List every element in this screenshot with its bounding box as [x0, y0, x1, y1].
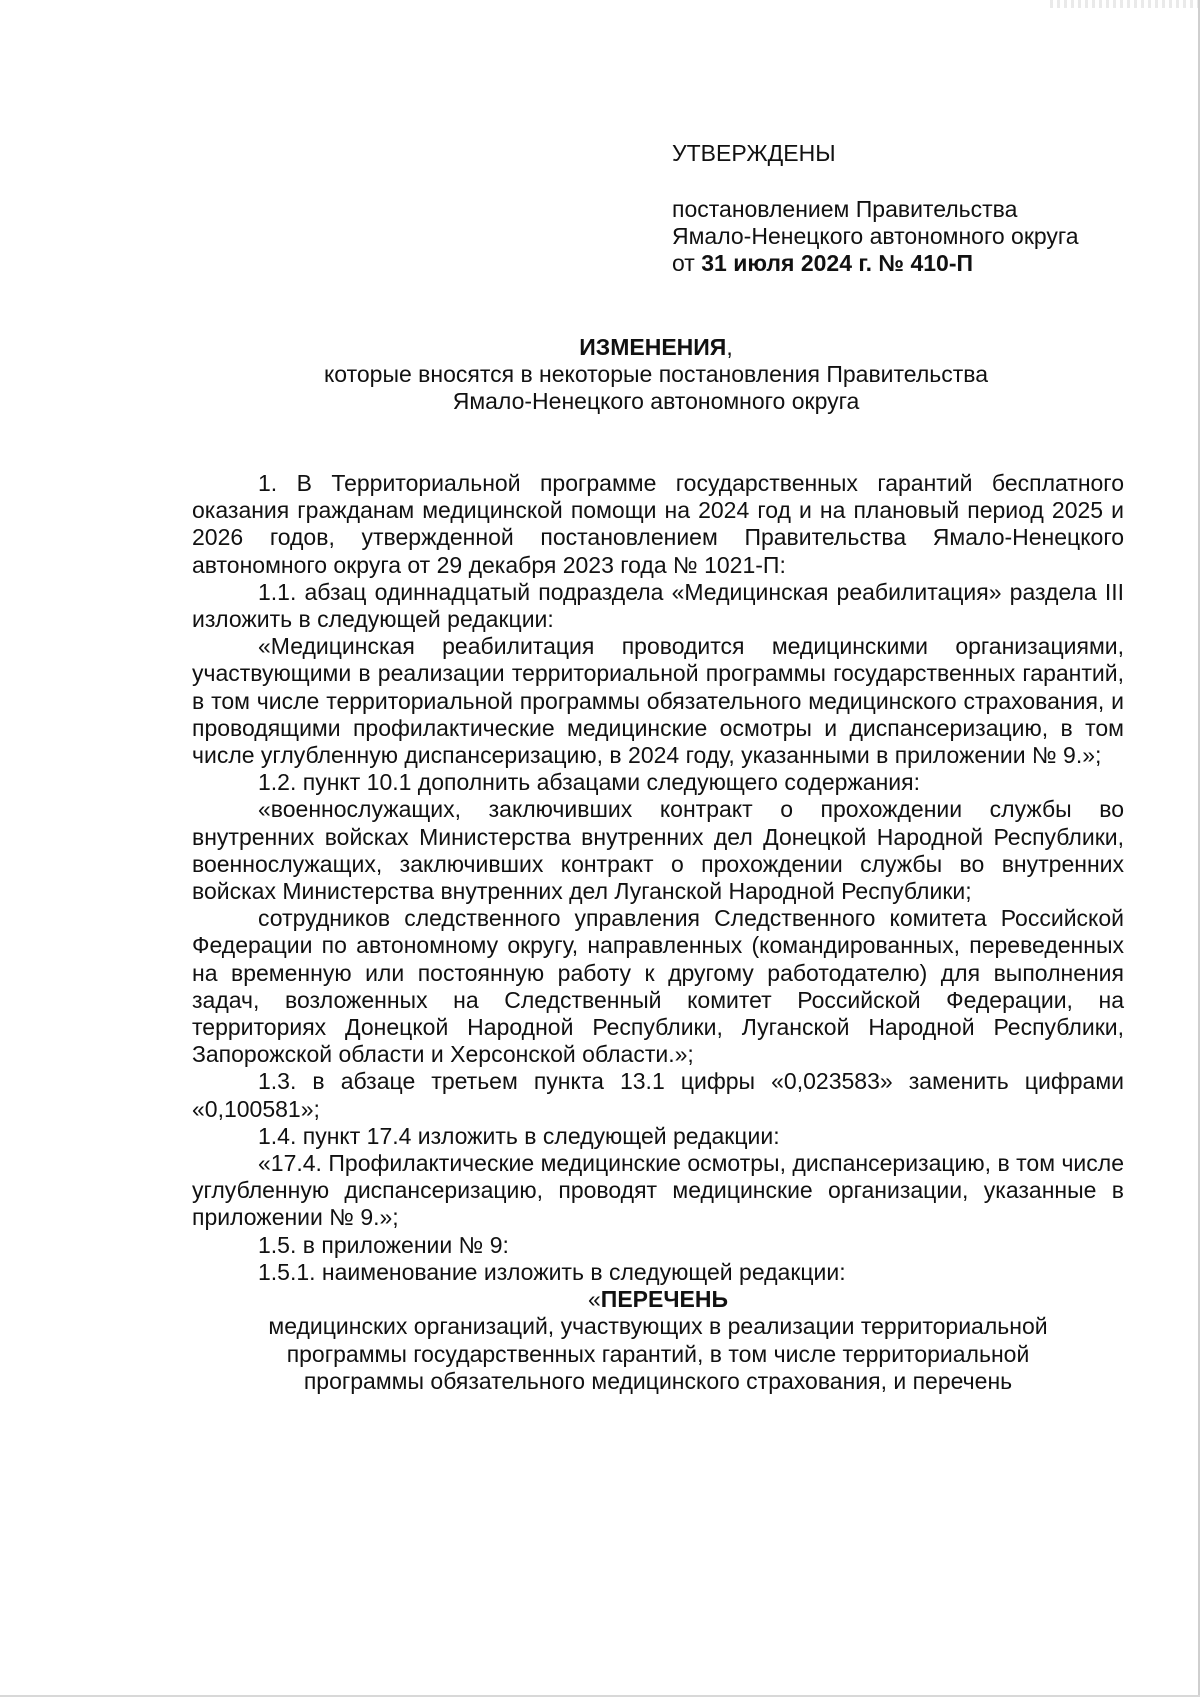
title-subtitle-line-2: Ямало-Ненецкого автономного округа [452, 388, 860, 414]
title-heading-line [190, 334, 1122, 361]
list-title-quote: « [588, 1286, 601, 1313]
list-title-desc-line-1: медицинских организаций, участвующих в реализации территориальной [268, 1313, 1048, 1340]
approval-line-1: постановлением Правительства [672, 196, 1018, 222]
list-title-desc-line-3: программы обязательного медицинского страхования, и перечень [303, 1367, 1013, 1394]
list-title-description [218, 1313, 1098, 1395]
approval-line-2: Ямало-Ненецкого автономного округа [672, 223, 1079, 249]
title-heading: ИЗМЕНЕНИЯ [579, 334, 727, 360]
approval-stamp-title: УТВЕРЖДЕНЫ [672, 140, 836, 166]
paragraph-1-5-1: 1.5.1. наименование изложить в следующей редакции: [258, 1258, 846, 1285]
title-heading-suffix: , [726, 334, 733, 360]
paragraph-1-1: 1.1. абзац одиннадцатый подраздела «Медицинская реабилитация» раздела III изложить в следующей редакции: [192, 578, 1124, 633]
paragraph-1-5: 1.5. в приложении № 9: [258, 1231, 509, 1258]
scan-noise [1050, 0, 1200, 8]
list-title-desc-line-2: программы государственных гарантий, в том числе территориальной [286, 1340, 1030, 1367]
paragraph-1-1-quote: «Медицинская реабилитация проводится медицинскими организациями, участвующими в реализации территориальной программы государственных гарантий, в том числе территориальной программы обязательного медицинского страхования, и проводящими профилактические медицинские осмотры и диспансеризацию, в том числе углубленную диспансеризацию, в 2024 году, указанными в приложении № 9.»; [192, 633, 1124, 769]
title-subtitle-line-1: которые вносятся в некоторые постановления Правительства [323, 361, 989, 387]
paragraph-1-4-quote: «17.4. Профилактические медицинские осмотры, диспансеризацию, в том числе углубленную диспансеризацию, проводят медицинские организации, указанные в приложении № 9.»; [192, 1150, 1124, 1231]
document-body [192, 470, 1124, 1395]
list-title-heading-line [192, 1286, 1124, 1313]
document-title [190, 334, 1122, 415]
approval-block [672, 140, 1132, 277]
approval-date-number: 31 июля 2024 г. № 410-П [701, 250, 974, 276]
paragraph-1-4: 1.4. пункт 17.4 изложить в следующей редакции: [258, 1122, 780, 1149]
paragraph-1-3: 1.3. в абзаце третьем пункта 13.1 цифры «0,023583» заменить цифрами «0,100581»; [192, 1068, 1124, 1122]
list-title-heading: ПЕРЕЧЕНЬ [600, 1286, 728, 1313]
paragraph-1-2-quote-b: сотрудников следственного управления Следственного комитета Российской Федерации по автономному округу, направленных (командированных, переведенных на временную или постоянную работу к другому работодателю) для выполнения задач, возложенных на Следственный комитет Российской Федерации, на территориях Донецкой Народной Республики, Луганской Народной Республики, Запорожской области и Херсонской области.»; [192, 905, 1124, 1068]
approval-date-prefix: от [672, 250, 702, 276]
paragraph-1-2: 1.2. пункт 10.1 дополнить абзацами следующего содержания: [258, 769, 920, 796]
paragraph-1: 1. В Территориальной программе государственных гарантий бесплатного оказания гражданам медицинской помощи на 2024 год и на плановый период 2025 и 2026 годов, утвержденной постановлением Правительства Ямало-Ненецкого автономного округа от 29 декабря 2023 года № 1021-П: [192, 470, 1124, 578]
approval-line-3 [672, 250, 1132, 277]
paragraph-1-2-quote-a: «военнослужащих, заключивших контракт о прохождении службы во внутренних войсках Министерства внутренних дел Донецкой Народной Республики, военнослужащих, заключивших контракт о прохождении службы во внутренних войсках Министерства внутренних дел Луганской Народной Республики; [192, 796, 1124, 905]
